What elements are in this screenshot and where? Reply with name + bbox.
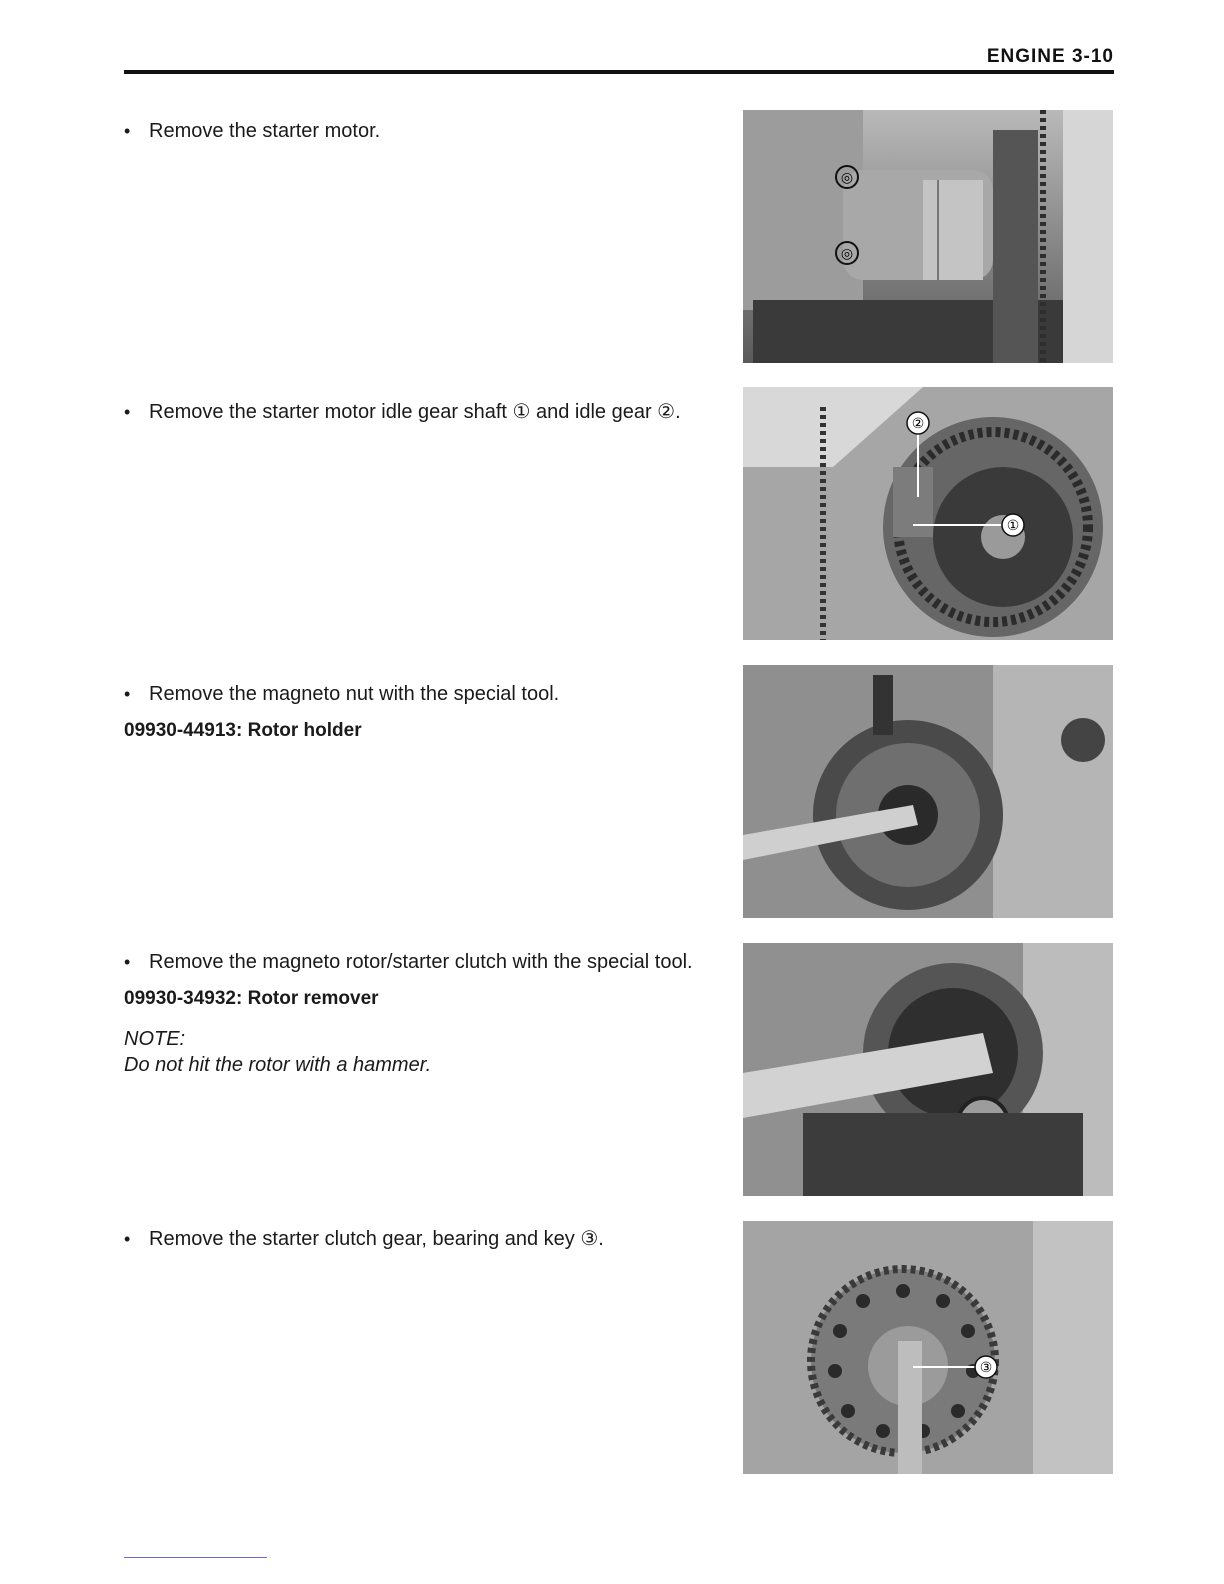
header-rule [124,70,1114,74]
note-label: NOTE: [124,1028,186,1050]
starter-clutch-gear-illustration [743,1221,1113,1474]
special-tool-label: 09930-44913: Rotor holder [124,720,362,741]
idle-gear-illustration [743,387,1113,640]
step-1 [124,118,706,145]
photo-starter-motor [743,110,1113,363]
callout-marker: ③ [979,1359,993,1375]
bullet: • [124,402,131,422]
step-text: Remove the starter motor idle gear shaft ① and idle gear ②. [149,401,681,423]
bullet: • [124,952,131,972]
callout-marker: ◎ [840,245,854,261]
special-tool-label: 09930-34932: Rotor remover [124,988,379,1009]
photo-idle-gear [743,387,1113,640]
step-4 [124,949,706,1078]
step-text: Remove the starter clutch gear, bearing and key ③. [149,1228,604,1250]
bullet: • [124,121,131,141]
step-2 [124,399,706,426]
bullet: • [124,1229,131,1249]
step-text: Remove the starter motor. [149,120,381,142]
step-text: Remove the magneto rotor/starter clutch with the special tool. [149,951,693,973]
callout-marker: ◎ [840,169,854,185]
footer-rule [124,1557,267,1558]
page-header-title: ENGINE 3-10 [986,46,1114,67]
photo-rotor-remover [743,943,1113,1196]
rotor-remover-illustration [743,943,1113,1196]
step-5 [124,1226,706,1253]
photo-rotor-holder [743,665,1113,918]
bullet: • [124,684,131,704]
step-text: Remove the magneto nut with the special tool. [149,683,560,705]
rotor-holder-illustration [743,665,1113,918]
starter-motor-illustration [743,110,1113,363]
photo-starter-clutch-gear [743,1221,1113,1474]
step-3 [124,681,706,742]
callout-marker: ① [1006,517,1020,533]
note-text: Do not hit the rotor with a hammer. [124,1054,432,1076]
callout-marker: ② [911,415,925,431]
